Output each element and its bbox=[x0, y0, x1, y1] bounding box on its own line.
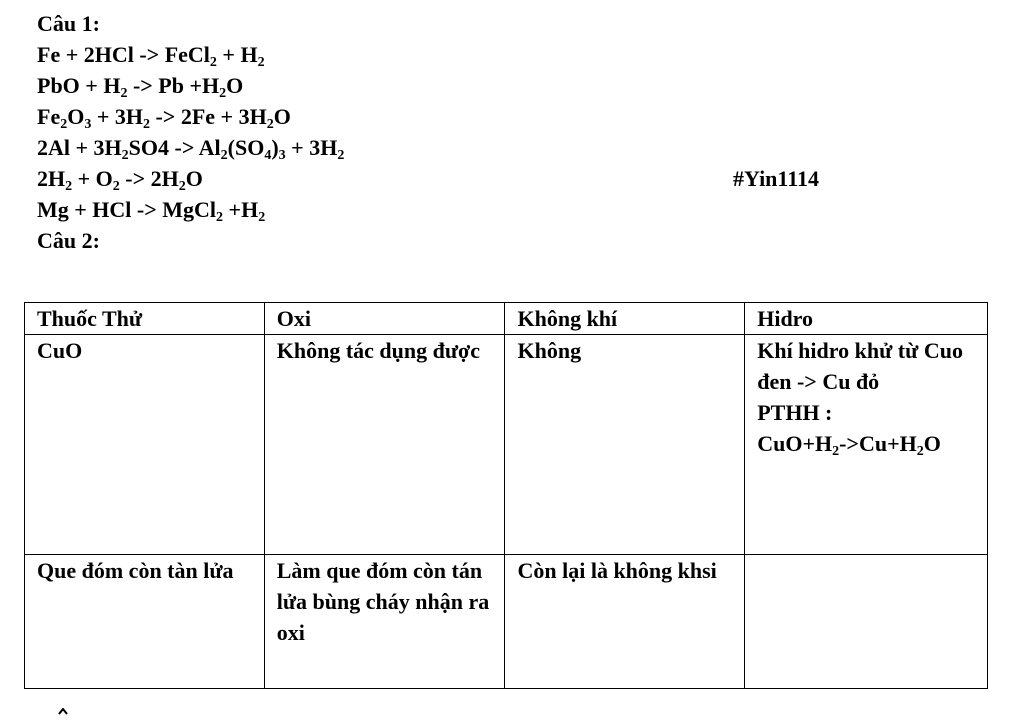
table-cell: Không bbox=[505, 335, 745, 555]
eq-text: SO4 -> Al bbox=[128, 135, 221, 160]
eq-text: -> 2H bbox=[119, 166, 179, 191]
eq-subscript: 2 bbox=[121, 148, 129, 163]
header-cell: Oxi bbox=[264, 303, 505, 335]
eq-text: O bbox=[67, 104, 85, 129]
equation-2 bbox=[37, 70, 987, 101]
table-cell: Không tác dụng được bbox=[264, 335, 505, 555]
eq-subscript: 2 bbox=[216, 210, 224, 225]
equation-4 bbox=[37, 132, 987, 163]
table-cell: Que đóm còn tàn lửa bbox=[25, 555, 265, 689]
eq-text: 2H bbox=[37, 166, 66, 191]
document-body bbox=[37, 8, 987, 256]
table-row bbox=[25, 555, 988, 689]
eq-text: O bbox=[273, 104, 291, 129]
header-cell: Không khí bbox=[505, 303, 745, 335]
table-cell bbox=[745, 555, 988, 689]
eq-subscript: 2 bbox=[257, 55, 265, 70]
eq-subscript: 2 bbox=[220, 148, 228, 163]
cell-text: PTHH : bbox=[757, 400, 833, 425]
table-header-row bbox=[25, 303, 988, 335]
eq-text: Fe bbox=[37, 104, 61, 129]
cut-off-glyph bbox=[58, 704, 68, 713]
eq-subscript: 2 bbox=[120, 86, 128, 101]
table-cell: Còn lại là không khsi bbox=[505, 555, 745, 689]
eq-text: ) bbox=[271, 135, 279, 160]
table-row bbox=[25, 335, 988, 555]
equation-6 bbox=[37, 194, 987, 225]
eq-subscript: 2 bbox=[112, 179, 120, 194]
eq-subscript: 2 bbox=[219, 86, 227, 101]
reagent-table bbox=[24, 302, 988, 689]
table-cell: CuO bbox=[25, 335, 265, 555]
eq-subscript: 3 bbox=[84, 117, 92, 132]
eq-text: + 3H bbox=[91, 104, 143, 129]
eq-text: + 3H bbox=[285, 135, 338, 160]
equation-5 bbox=[37, 163, 987, 194]
eq-text: +H bbox=[223, 197, 259, 222]
eq-subscript: 3 bbox=[278, 148, 286, 163]
eq-text: PbO + H bbox=[37, 73, 121, 98]
eq-subscript: 2 bbox=[178, 179, 186, 194]
eq-subscript: 2 bbox=[916, 444, 924, 459]
cau2-title: Câu 2: bbox=[37, 228, 100, 253]
header-cell: Thuốc Thử bbox=[25, 303, 265, 335]
author-tag: #Yin1114 bbox=[733, 166, 819, 191]
eq-subscript: 2 bbox=[60, 117, 68, 132]
eq-text: O bbox=[923, 431, 941, 456]
cell-text: Khí hidro khử từ Cuo đen -> Cu đỏ bbox=[757, 338, 963, 394]
eq-text: Fe + 2HCl -> FeCl bbox=[37, 42, 210, 67]
eq-subscript: 2 bbox=[832, 444, 840, 459]
eq-text: O bbox=[185, 166, 203, 191]
eq-subscript: 2 bbox=[337, 148, 345, 163]
eq-subscript: 2 bbox=[65, 179, 73, 194]
eq-text: -> 2Fe + 3H bbox=[149, 104, 267, 129]
eq-text: CuO+H bbox=[757, 431, 833, 456]
header-cell: Hidro bbox=[745, 303, 988, 335]
eq-subscript: 2 bbox=[266, 117, 274, 132]
equation-3 bbox=[37, 101, 987, 132]
cell-equation bbox=[757, 428, 987, 459]
table-cell: Làm que đóm còn tán lửa bùng cháy nhận ra oxi bbox=[264, 555, 505, 689]
cau1-title: Câu 1: bbox=[37, 11, 100, 36]
eq-text: -> Pb +H bbox=[127, 73, 220, 98]
eq-text: O bbox=[226, 73, 244, 98]
eq-subscript: 2 bbox=[209, 55, 217, 70]
equation-1 bbox=[37, 39, 987, 70]
table-cell bbox=[745, 335, 988, 555]
eq-text: ->Cu+H bbox=[839, 431, 917, 456]
eq-text: (SO bbox=[227, 135, 265, 160]
eq-subscript: 2 bbox=[258, 210, 266, 225]
eq-subscript: 4 bbox=[264, 148, 272, 163]
eq-text: + H bbox=[216, 42, 258, 67]
eq-text: + O bbox=[72, 166, 113, 191]
eq-text: 2Al + 3H bbox=[37, 135, 122, 160]
eq-subscript: 2 bbox=[142, 117, 150, 132]
eq-text: Mg + HCl -> MgCl bbox=[37, 197, 217, 222]
